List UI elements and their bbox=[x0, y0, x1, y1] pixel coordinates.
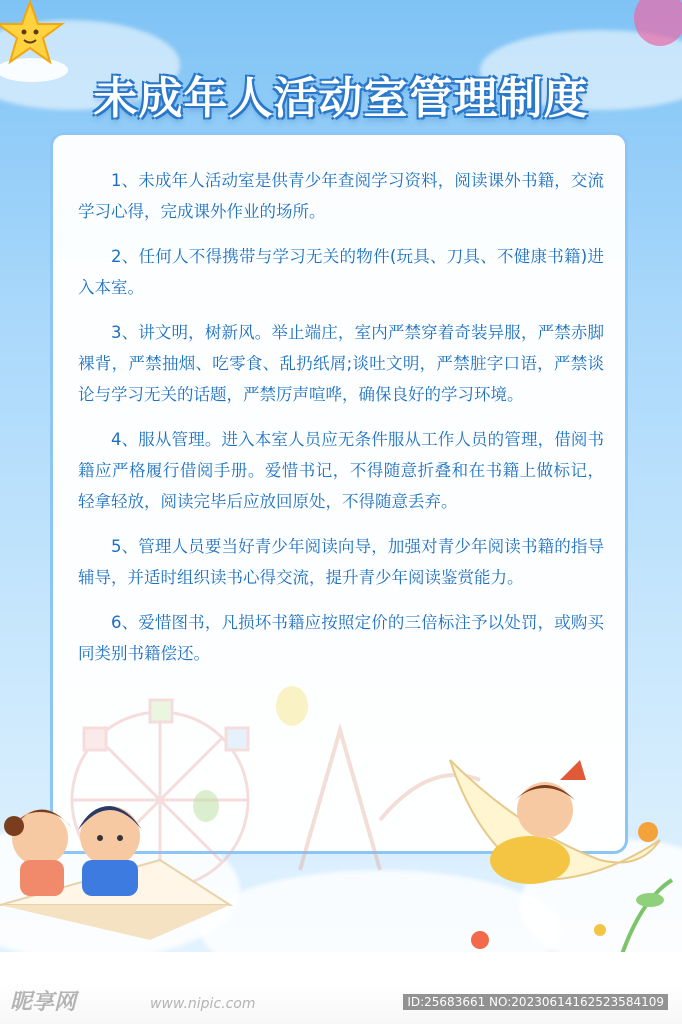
watermark-id: ID:25683661 NO:20230614162523584109 bbox=[403, 994, 668, 1010]
rule-item: 4、服从管理。进入本室人员应无条件服从工作人员的管理，借阅书籍应严格履行借阅手册。爱惜书记，不得随意折叠和在书籍上做标记，轻拿轻放，阅读完毕后应放回原处，不得随意丢弃。 bbox=[78, 430, 604, 511]
balloon-icon bbox=[620, 0, 682, 60]
rule-item: 5、管理人员要当好青少年阅读向导，加强对青少年阅读书籍的指导辅导，并适时组织读书心得交流，提升青少年阅读鉴赏能力。 bbox=[78, 537, 604, 587]
rule-item: 6、爱惜图书，凡损坏书籍应按照定价的三倍标注予以处罚，或购买同类别书籍偿还。 bbox=[78, 613, 604, 663]
watermark-logo: 昵享网 bbox=[10, 990, 77, 1015]
footer-band bbox=[0, 952, 682, 1024]
rule-item: 1、未成年人活动室是供青少年查阅学习资料，阅读课外书籍，交流学习心得，完成课外作业的场所。 bbox=[78, 171, 604, 221]
page-title: 未成年人活动室管理制度 bbox=[93, 73, 589, 124]
rule-item: 3、讲文明，树新风。举止端庄，室内严禁穿着奇装异服，严禁赤脚裸背，严禁抽烟、吃零食、乱扔纸屑;谈吐文明，严禁脏字口语，严禁谈论与学习无关的话题，严禁厉声喧哗，确保良好的学习环境。 bbox=[78, 323, 604, 404]
rule-item: 2、任何人不得携带与学习无关的物件(玩具、刀具、不健康书籍)进入本室。 bbox=[78, 247, 604, 297]
watermark-url: www.nipic.com bbox=[150, 996, 256, 1012]
rules-list bbox=[78, 165, 604, 683]
